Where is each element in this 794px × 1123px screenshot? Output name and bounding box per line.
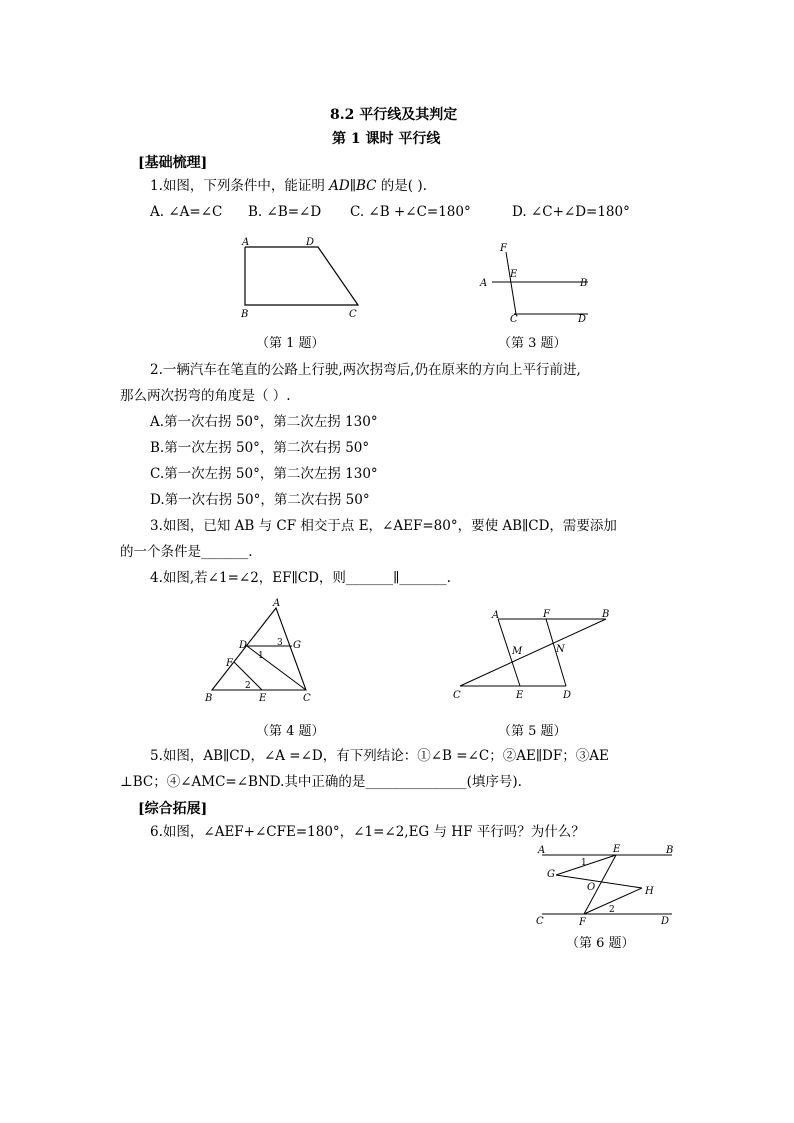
q5-label-e: E [516,690,524,701]
figure-q5-parallels [446,604,616,704]
q4-label-g: G [293,640,301,651]
trapezoid-shape [245,247,358,305]
q4-label-b: B [205,693,213,704]
q2-option-a: A.第一次右拐 50°，第二次左拐 130° [150,414,378,430]
figure-q4-triangle [200,596,320,708]
q4-label-c: C [303,693,311,704]
q5-label-b: B [602,609,610,620]
q6-angle-2: 2 [609,905,615,915]
q1-label-d: D [306,237,315,248]
figure-q4-caption: （第 4 题） [256,724,325,739]
question-5-line1: 5.如图，AB∥CD，∠A =∠D，有下列结论：①∠B =∠C；②AE∥DF；③AE [150,748,609,764]
q5-label-f: F [543,609,550,620]
q6-label-a: A [538,845,546,856]
question-3-line2: 的一个条件是_______. [120,544,253,560]
q4-label-d: D [239,640,248,651]
q4-angle-1: 1 [258,651,264,661]
q6-label-f: F [579,917,586,928]
q2-option-b: B.第一次左拐 50°，第二次右拐 50° [150,440,370,456]
q3-label-d: D [578,314,587,324]
q3-label-f: F [500,243,507,254]
q6-label-c: C [536,916,544,927]
figure-q1-caption: （第 1 题） [256,336,325,351]
q3-label-b: B [580,278,588,289]
figure-q6-parallels [532,842,682,928]
q3-label-a: A [480,278,488,289]
q6-label-h: H [645,886,654,897]
figure-q6-caption: （第 6 题） [566,936,635,951]
q1-label-b: B [241,309,249,320]
line-cb [460,619,606,686]
q5-label-d: D [563,690,572,701]
figure-q1-trapezoid [236,232,366,322]
q1-label-c: C [349,309,357,320]
question-2-stem-line1: 2.一辆汽车在笔直的公路上行驶,两次拐弯后,仍在原来的方向上平行前进, [150,362,581,378]
q1-option-a: A. ∠A=∠C [150,204,223,220]
q6-label-d: D [661,916,670,927]
q6-label-g: G [547,869,555,880]
line-cf [506,252,516,314]
q6-label-o: O [587,882,596,893]
q1-stem-relation: AD∥BC [329,178,377,194]
q6-angle-1: 1 [581,858,587,868]
q4-label-a: A [273,598,281,609]
q2-option-d: D.第一次右拐 50°，第二次右拐 50° [150,492,370,508]
q4-angle-3: 3 [277,638,283,648]
question-4-line: 4.如图,若∠1=∠2，EF∥CD，则_______∥_______. [150,570,451,586]
q4-angle-2: 2 [245,681,251,691]
q1-label-a: A [242,237,250,248]
page-subtitle: 第 1 课时 平行线 [332,131,441,147]
q1-stem-b: 的是( ). [376,178,427,194]
question-2-stem-line2: 那么两次拐弯的角度是（ ）. [120,388,291,404]
q2-option-c: C.第一次左拐 50°，第二次左拐 130° [150,466,378,482]
q1-option-c: C. ∠B +∠C=180° [350,204,471,220]
page-title: 8.2 平行线及其判定 [330,107,458,123]
figure-q5-caption: （第 5 题） [498,724,567,739]
triangle-abc [212,608,306,690]
question-6-line: 6.如图，∠AEF+∠CFE=180°，∠1=∠2,EG 与 HF 平行吗？为什么？ [150,824,585,840]
q5-label-m: M [512,646,523,657]
q1-stem-a: 1.如图，下列条件中，能证明 [150,178,330,194]
q3-label-c: C [510,314,518,324]
q5-label-c: C [453,690,461,701]
q5-label-n: N [556,644,565,655]
q4-label-e: E [259,693,267,704]
q3-label-e: E [510,269,518,280]
section-heading-extended: [综合拓展] [138,801,208,817]
q6-label-b: B [666,845,674,856]
question-1-stem [150,176,427,196]
section-heading-basic: [基础梳理] [138,155,208,171]
question-3-line1: 3.如图，已知 AB 与 CF 相交于点 E，∠AEF=80°，要使 AB∥CD，需要添加 [150,518,617,534]
q5-label-a: A [492,610,500,621]
q1-option-d: D. ∠C+∠D=180° [512,204,630,220]
q1-option-b: B. ∠B=∠D [248,204,322,220]
figure-q3-caption: （第 3 题） [498,336,567,351]
q6-label-e: E [613,844,621,855]
figure-q3-parallels [474,238,594,324]
q4-label-f: F [226,658,233,669]
question-5-line2: ⊥BC；④∠AMC=∠BND.其中正确的是_______________(填序号). [120,774,522,790]
